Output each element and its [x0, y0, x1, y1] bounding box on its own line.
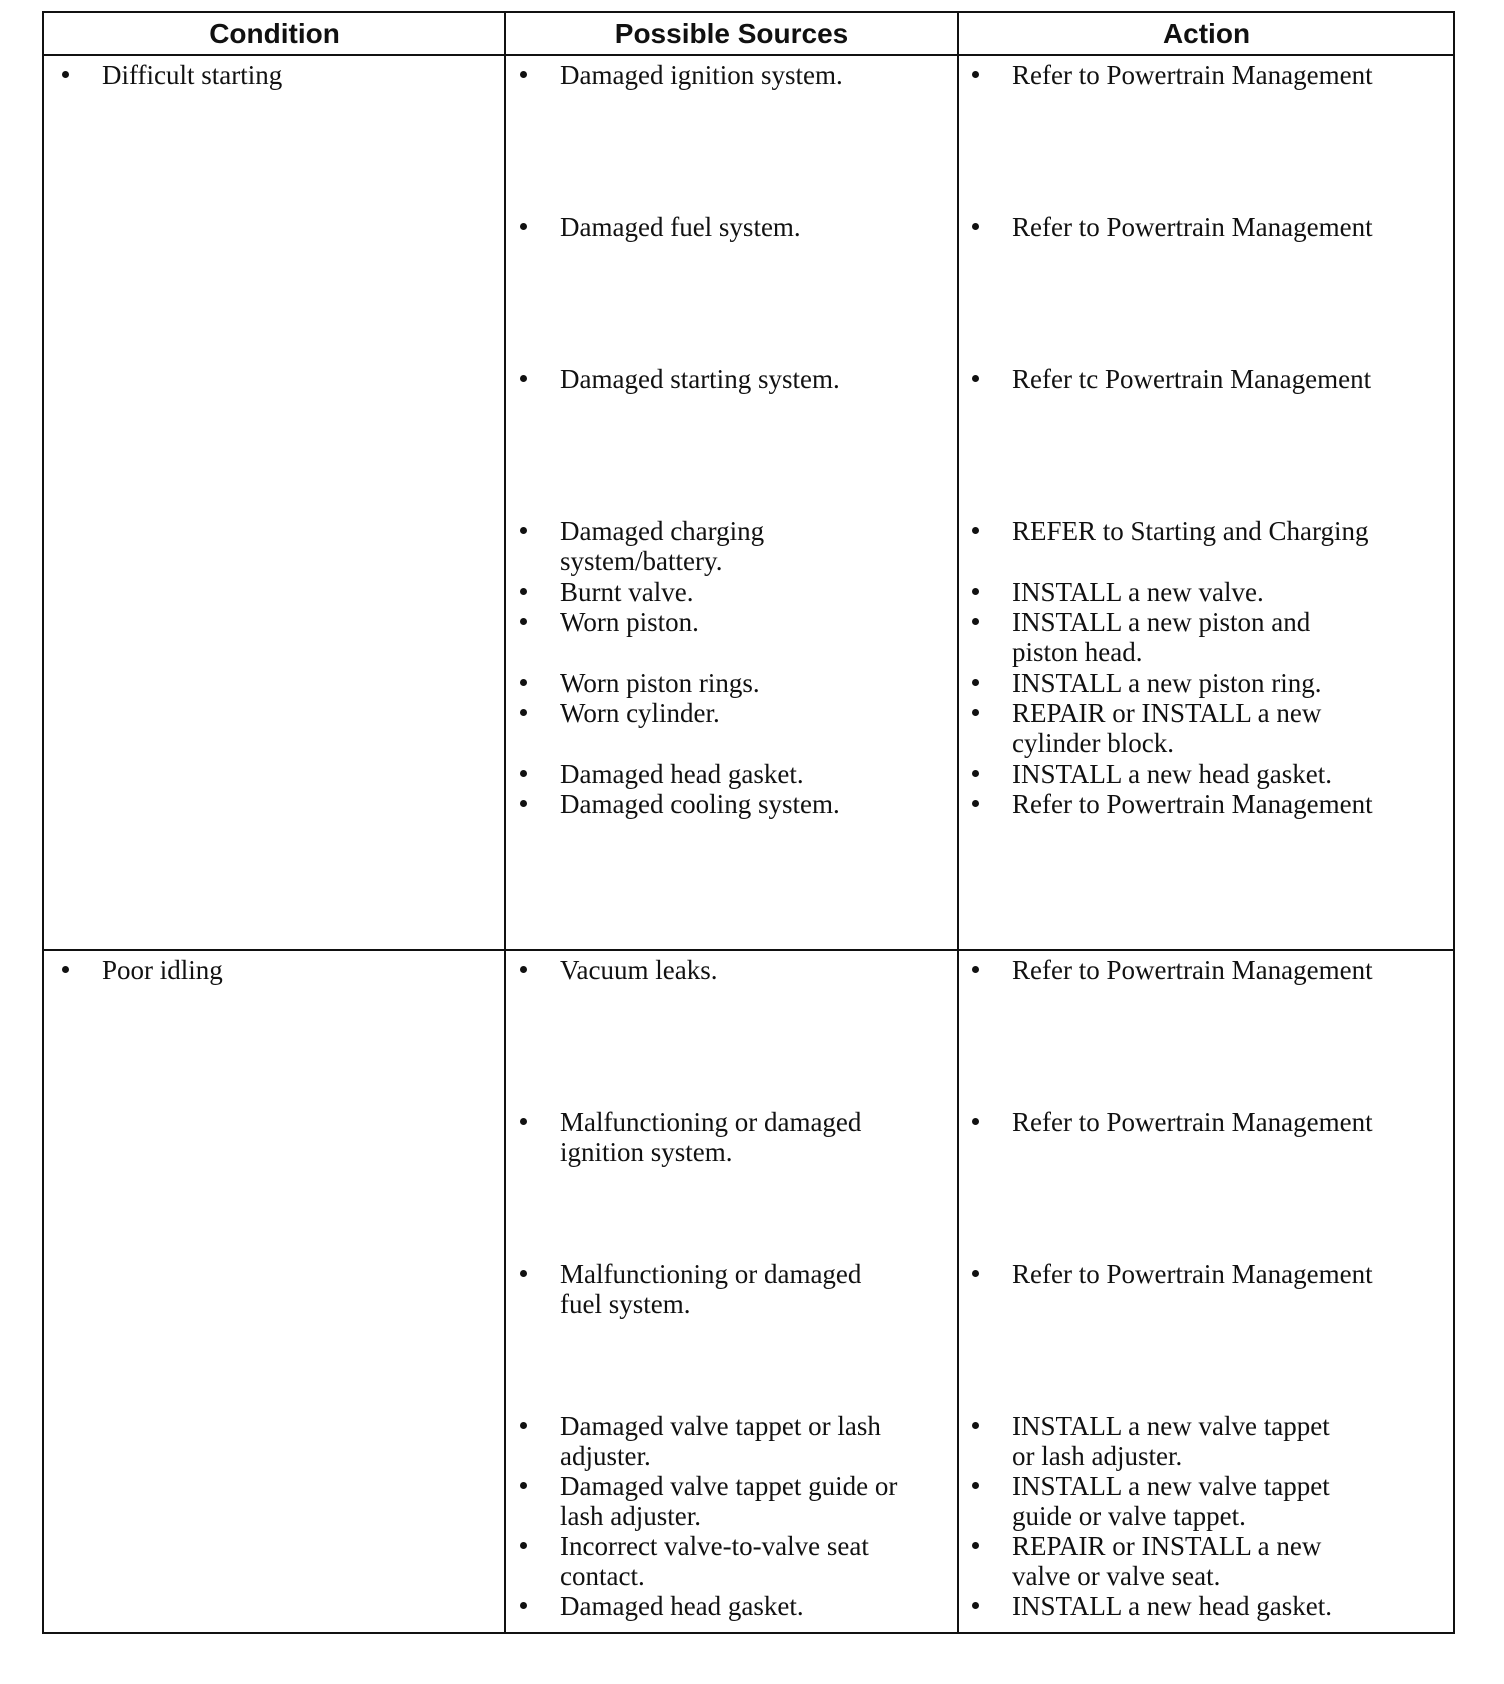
action-item-line: INSTALL a new valve. — [1012, 577, 1264, 607]
action-item-text — [1012, 212, 1373, 242]
action-item-line: REPAIR or INSTALL a new — [1012, 698, 1322, 728]
source-item-line: Damaged valve tappet guide or — [560, 1471, 898, 1501]
action-item-line: Refer to Powertrain Management — [1012, 1107, 1373, 1137]
source-item-line: fuel system. — [560, 1289, 691, 1319]
action-item-line: INSTALL a new head gasket. — [1012, 759, 1332, 789]
source-item-text — [560, 668, 760, 698]
action-item-line: INSTALL a new head gasket. — [1012, 1591, 1332, 1621]
action-item-text — [1012, 1107, 1373, 1137]
action-item-text — [1012, 1471, 1330, 1531]
source-item-text — [560, 212, 801, 242]
source-item-line: Worn cylinder. — [560, 698, 720, 728]
source-item-line: Burnt valve. — [560, 577, 694, 607]
column-divider-2 — [957, 13, 959, 1632]
source-item-line: Damaged valve tappet or lash — [560, 1411, 881, 1441]
source-item-text — [560, 698, 720, 728]
action-item-text — [1012, 1411, 1330, 1471]
action-item-line: INSTALL a new piston and — [1012, 607, 1311, 637]
source-item-line: system/battery. — [560, 546, 723, 576]
source-item-line: Damaged head gasket. — [560, 1591, 804, 1621]
source-item-line: Damaged head gasket. — [560, 759, 804, 789]
source-item-line: Damaged cooling system. — [560, 789, 840, 819]
action-item-text — [1012, 1591, 1332, 1621]
header-divider — [44, 54, 1453, 56]
source-item-text — [560, 1259, 861, 1319]
action-item-line: cylinder block. — [1012, 728, 1174, 758]
action-item-text — [1012, 698, 1321, 758]
header-possible-sources: Possible Sources — [614, 18, 849, 49]
action-item-text — [1012, 955, 1373, 985]
action-item-line: REPAIR or INSTALL a new — [1012, 1531, 1322, 1561]
action-item-text — [1012, 1531, 1321, 1591]
action-item-line: valve or valve seat. — [1012, 1561, 1221, 1591]
source-item-text — [560, 1411, 881, 1471]
source-item-line: Damaged fuel system. — [560, 212, 801, 242]
action-item-line: Refer to Powertrain Management — [1012, 212, 1373, 242]
source-item-text — [560, 516, 764, 576]
source-item-line: adjuster. — [560, 1441, 651, 1471]
row-divider — [44, 949, 1453, 951]
action-item-line: guide or valve tappet. — [1012, 1501, 1246, 1531]
action-item-line: Refer to Powertrain Management — [1012, 1259, 1373, 1289]
source-item-line: Damaged ignition system. — [560, 60, 843, 90]
action-item-text — [1012, 364, 1371, 394]
source-item-line: Malfunctioning or damaged — [560, 1259, 862, 1289]
action-item-line: Refer to Powertrain Management — [1012, 60, 1373, 90]
header-condition: Condition — [209, 18, 340, 49]
action-item-text — [1012, 60, 1373, 90]
source-item-line: ignition system. — [560, 1137, 733, 1167]
source-item-text — [560, 1107, 861, 1167]
source-item-text — [560, 577, 693, 607]
action-item-text — [1012, 1259, 1373, 1289]
source-item-text — [560, 60, 843, 90]
source-item-text — [560, 1471, 897, 1531]
source-item-text — [560, 1531, 869, 1591]
source-item-line: lash adjuster. — [560, 1501, 701, 1531]
source-item-line: Malfunctioning or damaged — [560, 1107, 862, 1137]
action-item-text — [1012, 516, 1369, 546]
action-item-line: REFER to Starting and Charging — [1012, 516, 1369, 546]
action-item-line: piston head. — [1012, 637, 1143, 667]
source-item-line: Damaged starting system. — [560, 364, 840, 394]
source-item-line: Worn piston rings. — [560, 668, 760, 698]
source-item-line: Worn piston. — [560, 607, 699, 637]
source-item-text — [560, 955, 717, 985]
source-item-line: Vacuum leaks. — [560, 955, 718, 985]
action-item-line: Refer to Powertrain Management — [1012, 789, 1373, 819]
action-item-text — [1012, 607, 1310, 667]
action-item-text — [1012, 759, 1332, 789]
action-item-text — [1012, 789, 1373, 819]
action-item-line: INSTALL a new piston ring. — [1012, 668, 1322, 698]
action-item-line: INSTALL a new valve tappet — [1012, 1471, 1330, 1501]
action-item-line: Refer tc Powertrain Management — [1012, 364, 1372, 394]
action-item-line: or lash adjuster. — [1012, 1441, 1183, 1471]
action-item-line: Refer to Powertrain Management — [1012, 955, 1373, 985]
condition-text: Difficult starting — [102, 60, 283, 90]
diagnostic-table — [42, 11, 1455, 1634]
source-item-line: contact. — [560, 1561, 645, 1591]
source-item-text — [560, 364, 840, 394]
source-item-text — [560, 607, 699, 637]
source-item-line: Incorrect valve-to-valve seat — [560, 1531, 869, 1561]
source-item-text — [560, 1591, 804, 1621]
source-item-line: Damaged charging — [560, 516, 765, 546]
source-item-text — [560, 759, 804, 789]
action-item-text — [1012, 668, 1322, 698]
header-action: Action — [1162, 18, 1251, 49]
action-item-line: INSTALL a new valve tappet — [1012, 1411, 1330, 1441]
action-item-text — [1012, 577, 1264, 607]
condition-text: Poor idling — [102, 955, 223, 985]
column-divider-1 — [504, 13, 506, 1632]
source-item-text — [560, 789, 840, 819]
